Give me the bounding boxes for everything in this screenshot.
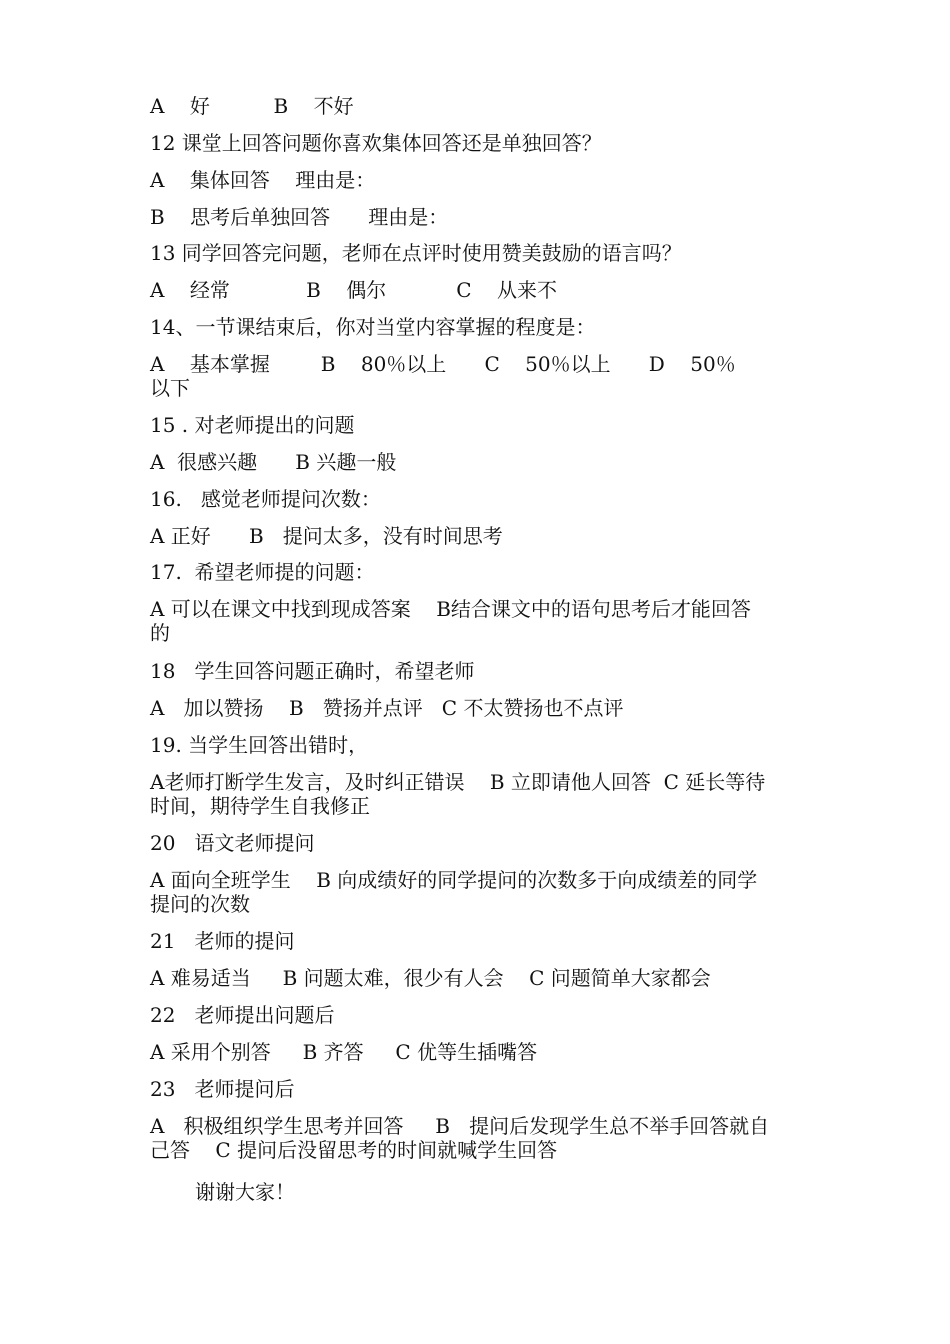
q11-options: A 好 B 不好 (150, 94, 354, 118)
q17-question: 17. 希望老师提的问题： (150, 560, 375, 584)
q14-options: A 基本掌握 B 80％以上 C 50％以上 D 50％ 以下 (150, 352, 736, 400)
q18-question: 18 学生回答问题正确时，希望老师 (150, 659, 475, 683)
q14-question: 14、一节课结束后，你对当堂内容掌握的程度是： (150, 315, 596, 339)
closing-thanks: 谢谢大家！ (195, 1180, 295, 1204)
q13-question: 13 同学回答完问题，老师在点评时使用赞美鼓励的语言吗？ (150, 241, 682, 265)
q12-option-b: B 思考后单独回答 理由是： (150, 205, 449, 229)
q16-question: 16. 感觉老师提问次数： (150, 487, 381, 511)
q19-question: 19. 当学生回答出错时， (150, 733, 369, 757)
q15-options: A 很感兴趣 B 兴趣一般 (150, 450, 397, 474)
q12-question: 12 课堂上回答问题你喜欢集体回答还是单独回答？ (150, 131, 602, 155)
q20-question: 20 语文老师提问 (150, 831, 315, 855)
q21-options: A 难易适当 B 问题太难，很少有人会 C 问题简单大家都会 (150, 966, 711, 990)
q18-options: A 加以赞扬 B 赞扬并点评 C 不太赞扬也不点评 (150, 696, 624, 720)
q17-options: A 可以在课文中找到现成答案 B结合课文中的语句思考后才能回答 的 (150, 597, 751, 645)
q20-options: A 面向全班学生 B 向成绩好的同学提问的次数多于向成绩差的同学 提问的次数 (150, 868, 758, 916)
q15-question: 15 . 对老师提出的问题 (150, 413, 355, 437)
q19-options: A老师打断学生发言，及时纠正错误 B 立即请他人回答 C 延长等待 时间，期待学生自我修正 (150, 770, 766, 818)
q16-options: A 正好 B 提问太多，没有时间思考 (150, 524, 503, 548)
q23-options: A 积极组织学生思考并回答 B 提问后发现学生总不举手回答就自 己答 C 提问后没留思考的时间就喊学生回答 (150, 1114, 770, 1162)
q22-options: A 采用个别答 B 齐答 C 优等生插嘴答 (150, 1040, 538, 1064)
q12-option-a: A 集体回答 理由是： (150, 168, 376, 192)
q21-question: 21 老师的提问 (150, 929, 295, 953)
q23-question: 23 老师提问后 (150, 1077, 295, 1101)
q13-options: A 经常 B 偶尔 C 从来不 (150, 278, 557, 302)
q22-question: 22 老师提出问题后 (150, 1003, 335, 1027)
